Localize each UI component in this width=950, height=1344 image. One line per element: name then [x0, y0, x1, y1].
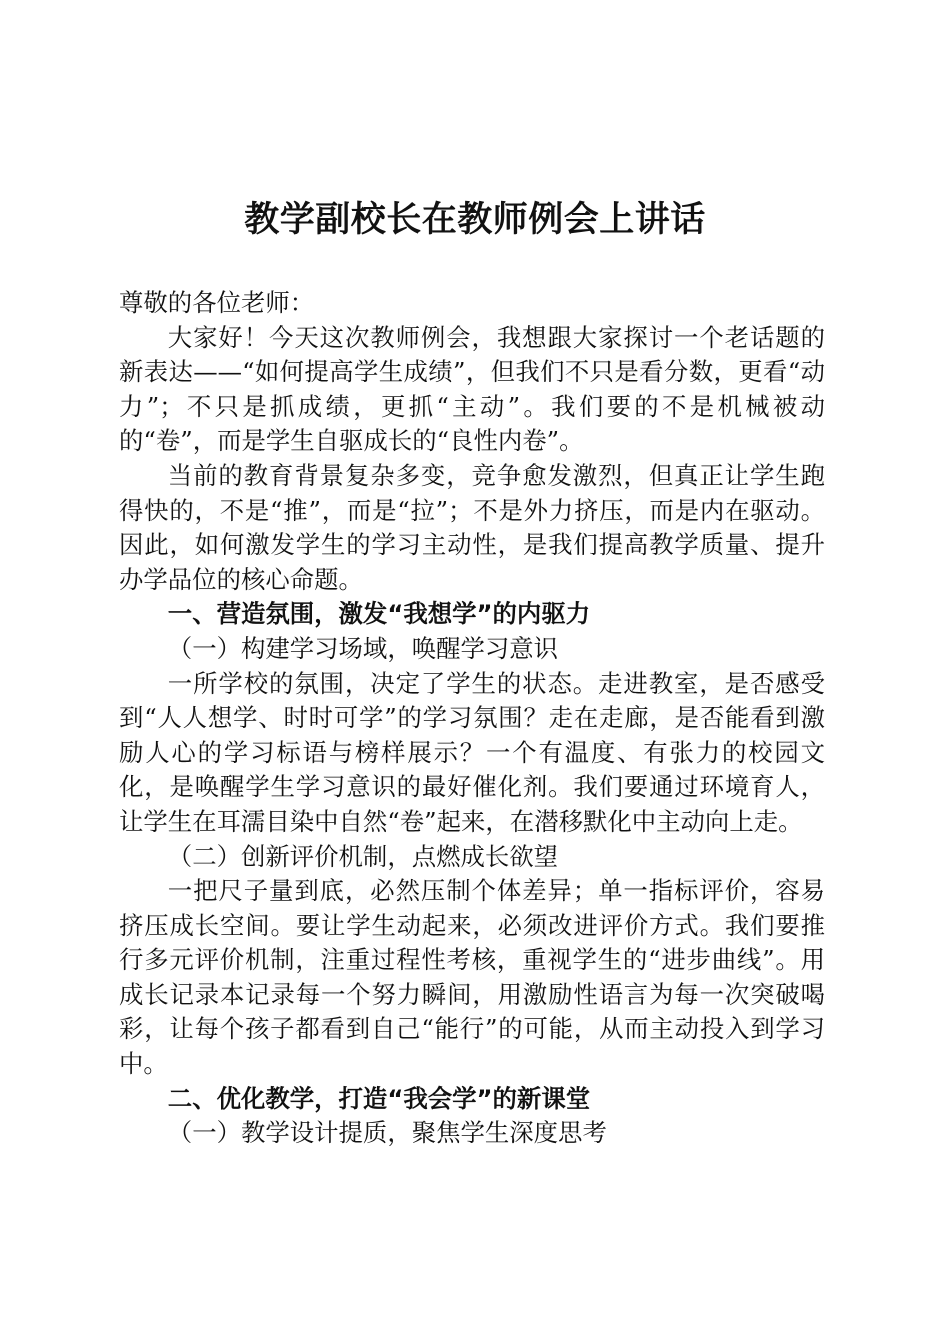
- section-heading-1: 一、营造氛围，激发“我想学”的内驱力: [167, 599, 591, 629]
- paragraph-background: 当前的教育背景复杂多变，竞争愈发激烈，但真正让学生跑得快的，不是“推”，而是“拉”；不是外力挤压，而是内在驱动。因此，如何激发学生的学习主动性，是我们提高教学质量、提升办学品位的核心命题。: [119, 460, 825, 594]
- document-body: [119, 286, 825, 1151]
- section-heading-2: 二、优化教学，打造“我会学”的新课堂: [167, 1083, 591, 1113]
- salutation: 尊敬的各位老师：: [119, 288, 315, 317]
- subsection-heading-1-1: （一）构建学习场域，唤醒学习意识: [167, 633, 559, 663]
- paragraph-greeting: 大家好！今天这次教师例会，我想跟大家探讨一个老话题的新表达——“如何提高学生成绩”，但我们不只是看分数，更看“动力”；不只是抓成绩，更抓“主动”。我们要的不是机械被动的“卷”，而是学生自驱成长的“良性内卷”。: [119, 322, 825, 456]
- paragraph-evaluation: 一把尺子量到底，必然压制个体差异；单一指标评价，容易挤压成长空间。要让学生动起来，必须改进评价方式。我们要推行多元评价机制，注重过程性考核，重视学生的“进步曲线”。用成长记录本记录每一个努力瞬间，用激励性语言为每一次突破喝彩，让每个孩子都看到自己“能行”的可能，从而主动投入到学习中。: [119, 876, 825, 1079]
- document-title: 教学副校长在教师例会上讲话: [244, 199, 706, 240]
- subsection-heading-1-2: （二）创新评价机制，点燃成长欲望: [167, 841, 559, 871]
- paragraph-atmosphere: 一所学校的氛围，决定了学生的状态。走进教室，是否感受到“人人想学、时时可学”的学习氛围？走在走廊，是否能看到激励人心的学习标语与榜样展示？一个有温度、有张力的校园文化，是唤醒学生学习意识的最好催化剂。我们要通过环境育人，让学生在耳濡目染中自然“卷”起来，在潜移默化中主动向上走。: [119, 668, 825, 836]
- subsection-heading-2-1: （一）教学设计提质，聚焦学生深度思考: [167, 1118, 607, 1148]
